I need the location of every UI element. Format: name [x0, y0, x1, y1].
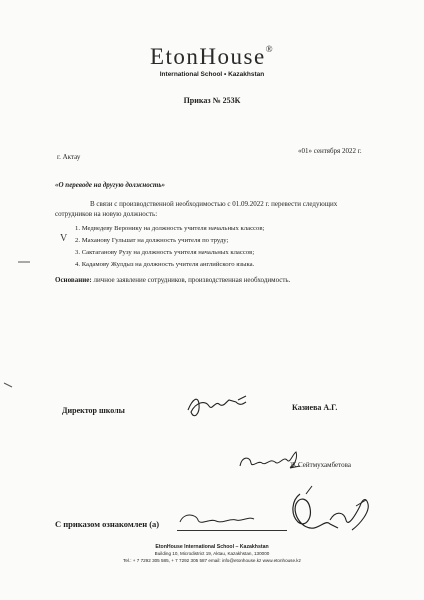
- order-intro-line1: В связи с производственной необходимостью с 01.09.2022 г. перевести следующих: [90, 200, 338, 208]
- order-city: г. Актау: [57, 153, 81, 161]
- logo-trademark: ®: [265, 44, 275, 54]
- employee-signature: [240, 452, 300, 468]
- acknowledgement-signature-1: [180, 515, 254, 522]
- order-title: Приказ № 253К: [183, 96, 241, 105]
- list-item: 1. Медведеву Веронику на должность учителя начальных классов;: [75, 225, 265, 232]
- acknowledgement-signature-3-stroke: [356, 500, 366, 506]
- employee-name: Ж.Сейтмухамбетова: [290, 461, 351, 469]
- acknowledgement-signature-2-stroke: [306, 486, 312, 494]
- handwritten-check-mark: V: [60, 233, 68, 244]
- director-title: Директор школы: [62, 406, 125, 415]
- footer-address: Building 10, Microdistrict 19, Aktau, Kazakhstan, 130000: [154, 551, 270, 556]
- basis-text: личное заявление сотрудников, производственная необходимость.: [91, 276, 291, 284]
- director-signature-stroke: [238, 396, 246, 400]
- list-item: 2. Маханову Гульшат на должность учителя по труду;: [75, 237, 229, 244]
- order-subject: «О переводе на другую должность»: [55, 181, 166, 189]
- logo-brand: EtonHouse: [149, 44, 266, 69]
- logo-subtitle: International School • Kazakhstan: [159, 71, 265, 78]
- director-signature: [188, 399, 246, 416]
- acknowledgement-label: С приказом ознакомлен (а): [55, 519, 160, 529]
- order-date: «01» сентября 2022 г.: [298, 147, 362, 155]
- acknowledgement-signature-2: [293, 494, 338, 528]
- list-item: 4. Кадамову Жулдыз на должность учителя английского языка.: [75, 261, 255, 268]
- footer-org: EtonHouse International School – Kazakhstan: [155, 544, 269, 550]
- basis-label: Основание:: [55, 276, 92, 284]
- director-name: Казиева А.Г.: [292, 403, 338, 412]
- order-intro-line2: сотрудников на новую должность:: [55, 210, 158, 218]
- margin-mark: [4, 383, 12, 387]
- acknowledgement-signature-3: [330, 500, 368, 530]
- list-item: 3. Сактаганову Рузу на должность учителя начальных классов;: [75, 249, 255, 256]
- footer-contacts: Tel.: + 7 7292 305 585, + 7 7292 305 587 email: info@etonhouse.kz www.etonhouse.kz: [123, 558, 301, 563]
